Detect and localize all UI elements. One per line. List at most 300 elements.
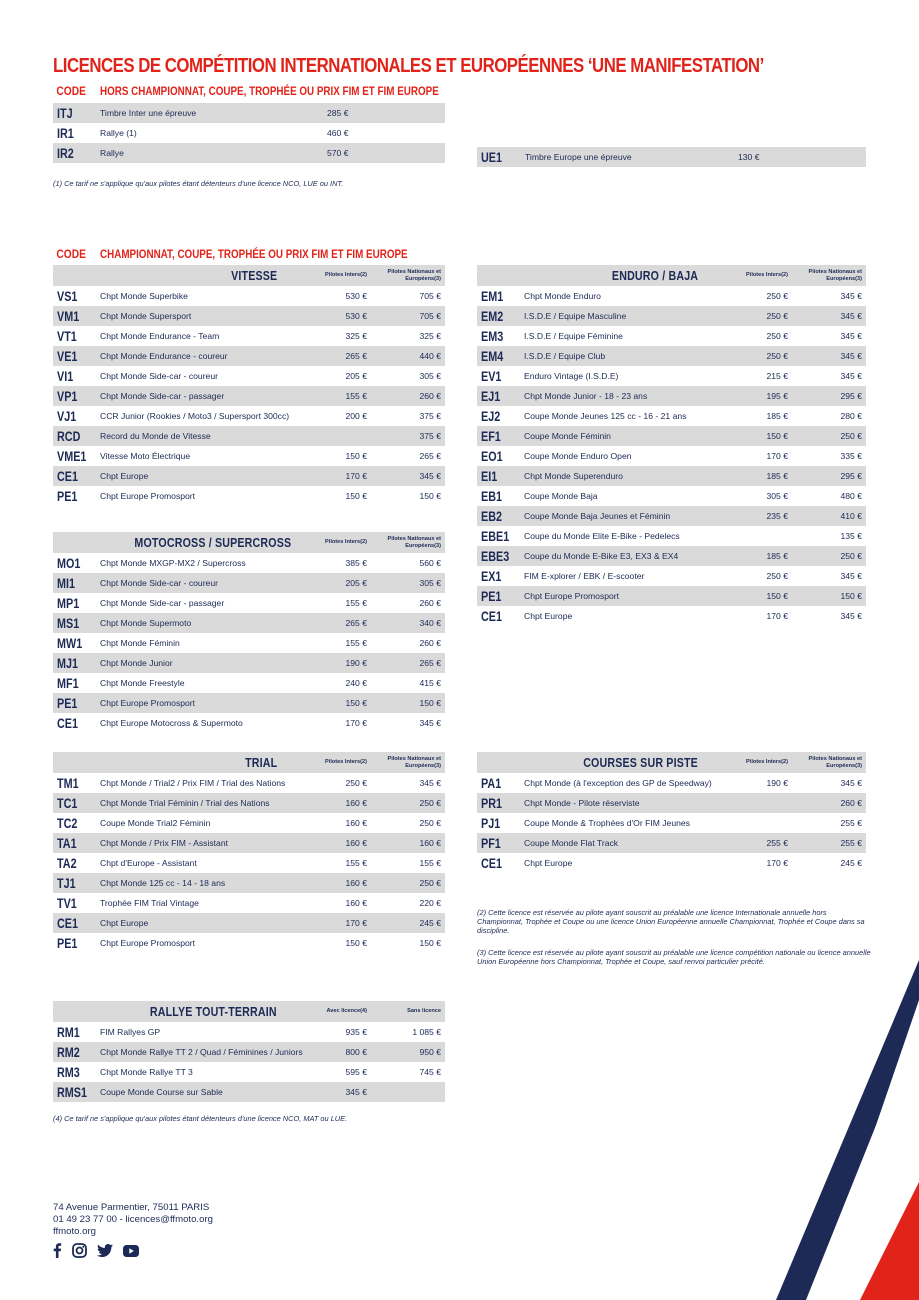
license-code: VI1 bbox=[57, 368, 74, 384]
price-inter: 215 € bbox=[766, 371, 788, 381]
license-code: IR1 bbox=[57, 125, 74, 141]
license-code: MJ1 bbox=[53, 653, 100, 673]
price-inter: 240 € bbox=[345, 678, 367, 688]
license-code: EBE1 bbox=[481, 528, 510, 544]
table-header bbox=[477, 265, 866, 286]
license-code: EM3 bbox=[481, 328, 504, 344]
license-label: Coupe du Monde E-Bike E3, EX3 & EX4 bbox=[524, 546, 726, 566]
table-row bbox=[53, 813, 445, 833]
license-code: EM1 bbox=[481, 288, 504, 304]
table-row bbox=[53, 446, 445, 466]
license-code: MW1 bbox=[57, 635, 83, 651]
price-national: 345 € bbox=[840, 611, 862, 621]
license-label: Enduro Vintage (I.S.D.E) bbox=[524, 371, 619, 381]
price-inter: 255 € bbox=[726, 833, 788, 853]
price-national: 260 € bbox=[788, 793, 866, 813]
license-label: Chpt Europe bbox=[524, 858, 573, 868]
license-label: Chpt Europe Promosport bbox=[100, 938, 196, 948]
price-national: 415 € bbox=[419, 678, 441, 688]
table-row bbox=[53, 103, 445, 123]
license-code: PJ1 bbox=[481, 815, 501, 831]
table-row bbox=[53, 913, 445, 933]
license-label: Coupe Monde Féminin bbox=[524, 426, 726, 446]
license-label: Coupe Monde Enduro Open bbox=[524, 451, 632, 461]
license-code: EM2 bbox=[477, 306, 524, 326]
license-code: EB2 bbox=[477, 506, 524, 526]
license-label: Chpt Monde Freestyle bbox=[100, 678, 185, 688]
table-row bbox=[53, 346, 445, 366]
rallye-table bbox=[53, 1001, 445, 1102]
price-inter: 150 € bbox=[345, 491, 367, 501]
price-inter: 150 € bbox=[726, 426, 788, 446]
category-title: RALLYE TOUT-TERRAIN bbox=[100, 1001, 305, 1022]
license-code: PE1 bbox=[477, 586, 524, 606]
col-header-2: Pilotes Nationaux et Européens(3) bbox=[367, 265, 445, 286]
price-inter: 160 € bbox=[345, 898, 367, 908]
license-code: MS1 bbox=[53, 613, 100, 633]
section1-header bbox=[53, 82, 513, 100]
col-header-2: Sans licence bbox=[367, 1001, 445, 1022]
vitesse-table bbox=[53, 265, 445, 506]
license-label: Coupe Monde Baja bbox=[524, 491, 598, 501]
price-inter: 190 € bbox=[766, 778, 788, 788]
license-code: EF1 bbox=[477, 426, 524, 446]
price-national: 345 € bbox=[419, 718, 441, 728]
table-row bbox=[53, 553, 445, 573]
price-national: 345 € bbox=[840, 778, 862, 788]
footer-address: 74 Avenue Parmentier, 75011 PARIS bbox=[53, 1202, 210, 1213]
license-code: TC1 bbox=[53, 793, 100, 813]
license-code: EJ2 bbox=[481, 408, 501, 424]
license-code: PR1 bbox=[477, 793, 524, 813]
price-national: 150 € bbox=[788, 586, 866, 606]
category-title: VITESSE bbox=[100, 265, 305, 286]
license-price: 130 € bbox=[738, 147, 866, 167]
table-row bbox=[477, 406, 866, 426]
license-label: I.S.D.E / Equipe Club bbox=[524, 346, 726, 366]
table-row bbox=[477, 813, 866, 833]
note-1: (1) Ce tarif ne s'applique qu'aux pilotes étant détenteurs d'une licence NCO, LUE ou INT. bbox=[53, 179, 344, 188]
col-header-2: Pilotes Nationaux et Européens(3) bbox=[788, 752, 866, 773]
category-title: ENDURO / BAJA bbox=[524, 265, 726, 286]
license-label: Coupe Monde & Trophées d'Or FIM Jeunes bbox=[524, 818, 690, 828]
price-national: 745 € bbox=[419, 1067, 441, 1077]
table-row bbox=[477, 606, 866, 626]
license-code: PF1 bbox=[477, 833, 524, 853]
section2-header bbox=[53, 245, 475, 263]
price-national: 375 € bbox=[367, 426, 445, 446]
price-national: 345 € bbox=[419, 778, 441, 788]
price-national: 150 € bbox=[367, 693, 445, 713]
license-label: Chpt Monde Rallye TT 3 bbox=[100, 1067, 193, 1077]
license-label: Record du Monde de Vitesse bbox=[100, 426, 305, 446]
license-label: Chpt Monde / Trial2 / Prix FIM / Trial des Nations bbox=[100, 778, 286, 788]
license-label: Chpt Monde Superenduro bbox=[524, 466, 726, 486]
table-row bbox=[477, 773, 866, 793]
license-code: EI1 bbox=[477, 466, 524, 486]
license-label: Chpt Europe Motocross & Supermoto bbox=[100, 718, 243, 728]
table-row bbox=[477, 306, 866, 326]
footer bbox=[53, 1202, 213, 1237]
price-national: 260 € bbox=[419, 598, 441, 608]
price-national: 255 € bbox=[840, 818, 862, 828]
price-national: 260 € bbox=[367, 386, 445, 406]
license-code: PE1 bbox=[57, 488, 78, 504]
price-national: 250 € bbox=[367, 793, 445, 813]
price-national: 705 € bbox=[367, 306, 445, 326]
table-row bbox=[477, 426, 866, 446]
table-row bbox=[53, 123, 445, 143]
license-label: Coupe du Monde Elite E-Bike - Pedelecs bbox=[524, 531, 680, 541]
price-inter: 195 € bbox=[726, 386, 788, 406]
price-national: 160 € bbox=[367, 833, 445, 853]
price-national: 265 € bbox=[367, 653, 445, 673]
price-inter bbox=[726, 813, 788, 833]
price-inter: 185 € bbox=[766, 411, 788, 421]
license-label: Chpt Monde 125 cc - 14 - 18 ans bbox=[100, 873, 305, 893]
license-label: Chpt Monde / Prix FIM - Assistant bbox=[100, 833, 305, 853]
section1-table bbox=[53, 103, 445, 163]
license-code: EB1 bbox=[481, 488, 503, 504]
license-label: CCR Junior (Rookies / Moto3 / Supersport 300cc) bbox=[100, 411, 290, 421]
license-code: RM3 bbox=[57, 1064, 80, 1080]
table-header bbox=[53, 1001, 445, 1022]
license-code: PE1 bbox=[53, 693, 100, 713]
table-row bbox=[53, 1082, 445, 1102]
price-inter: 155 € bbox=[345, 638, 367, 648]
price-national: 345 € bbox=[367, 466, 445, 486]
license-code: MF1 bbox=[57, 675, 79, 691]
license-label: Chpt Monde Trial Féminin / Trial des Nations bbox=[100, 793, 305, 813]
license-code: VT1 bbox=[57, 328, 77, 344]
trial-table bbox=[53, 752, 445, 953]
table-row bbox=[477, 446, 866, 466]
price-national: 305 € bbox=[367, 573, 445, 593]
table-row bbox=[477, 566, 866, 586]
price-inter bbox=[305, 426, 367, 446]
license-code: EM4 bbox=[477, 346, 524, 366]
price-inter: 185 € bbox=[726, 546, 788, 566]
license-code: CE1 bbox=[57, 715, 79, 731]
price-national: 335 € bbox=[840, 451, 862, 461]
section2-heading: CHAMPIONNAT, COUPE, TROPHÉE OU PRIX FIM ET FIM EUROPE bbox=[100, 247, 408, 261]
table-row bbox=[53, 833, 445, 853]
code-label: CODE bbox=[56, 247, 86, 261]
table-row bbox=[477, 286, 866, 306]
note-2: (2) Cette licence est réservée au pilote ayant souscrit au préalable une licence Internationale annuelle hors Championnat, Trophée et Coupe ou une licence Union Européenne annuelle Championnat, Trophée et Coupe dans sa discipline. bbox=[477, 908, 865, 935]
license-code: PE1 bbox=[57, 935, 78, 951]
price-inter: 150 € bbox=[305, 693, 367, 713]
price-inter: 190 € bbox=[305, 653, 367, 673]
table-row bbox=[477, 853, 866, 873]
price-inter: 250 € bbox=[766, 291, 788, 301]
license-label: Chpt Monde Enduro bbox=[524, 291, 601, 301]
price-national: 325 € bbox=[419, 331, 441, 341]
table-header bbox=[53, 532, 445, 553]
col-header-2: Pilotes Nationaux et Européens(3) bbox=[788, 265, 866, 286]
table-row bbox=[477, 366, 866, 386]
price-national: 295 € bbox=[788, 386, 866, 406]
price-inter bbox=[726, 793, 788, 813]
col-header-2: Pilotes Nationaux et Européens(3) bbox=[367, 532, 445, 553]
social-links bbox=[52, 1243, 139, 1258]
table-header bbox=[53, 752, 445, 773]
col-header-1: Pilotes Inters(2) bbox=[305, 752, 367, 773]
license-label: Chpt Monde - Pilote réserviste bbox=[524, 793, 726, 813]
price-inter: 185 € bbox=[726, 466, 788, 486]
price-inter: 250 € bbox=[766, 571, 788, 581]
enduro-table bbox=[477, 265, 866, 626]
license-label: Chpt Europe bbox=[100, 466, 305, 486]
license-code: TV1 bbox=[57, 895, 77, 911]
piste-table bbox=[477, 752, 866, 873]
price-inter: 305 € bbox=[766, 491, 788, 501]
license-code: CE1 bbox=[481, 608, 503, 624]
license-label: Timbre Europe une épreuve bbox=[525, 147, 738, 167]
price-inter: 150 € bbox=[345, 451, 367, 461]
page-title: LICENCES DE COMPÉTITION INTERNATIONALES ET EUROPÉENNES ‘UNE MANIFESTATION’ bbox=[53, 54, 764, 77]
table-row bbox=[53, 653, 445, 673]
license-label: Coupe Monde Trial2 Féminin bbox=[100, 818, 211, 828]
license-code: VJ1 bbox=[57, 408, 77, 424]
license-label: Chpt Europe Promosport bbox=[100, 491, 196, 501]
price-national: 305 € bbox=[419, 371, 441, 381]
table-row bbox=[477, 526, 866, 546]
license-code: MO1 bbox=[57, 555, 81, 571]
table-row bbox=[53, 773, 445, 793]
license-code: TC2 bbox=[57, 815, 78, 831]
price-inter: 160 € bbox=[305, 833, 367, 853]
price-inter: 385 € bbox=[345, 558, 367, 568]
license-label: Coupe Monde Baja Jeunes et Féminin bbox=[524, 506, 726, 526]
license-code: TJ1 bbox=[53, 873, 100, 893]
price-inter: 155 € bbox=[305, 386, 367, 406]
license-label: Coupe Monde Course sur Sable bbox=[100, 1082, 305, 1102]
table-row bbox=[477, 506, 866, 526]
license-label: Trophée FIM Trial Vintage bbox=[100, 898, 199, 908]
license-label: Chpt Monde Junior bbox=[100, 653, 305, 673]
table-row bbox=[53, 143, 445, 163]
code-label: CODE bbox=[56, 84, 86, 98]
license-code: RM1 bbox=[57, 1024, 80, 1040]
license-label: Chpt Monde Rallye TT 2 / Quad / Féminines / Juniors bbox=[100, 1042, 305, 1062]
table-row bbox=[53, 853, 445, 873]
license-price: 285 € bbox=[327, 103, 445, 123]
facebook-icon[interactable] bbox=[52, 1243, 62, 1258]
table-row bbox=[53, 693, 445, 713]
price-national: 150 € bbox=[419, 491, 441, 501]
price-national: 440 € bbox=[367, 346, 445, 366]
license-code: VM1 bbox=[53, 306, 100, 326]
license-price: 460 € bbox=[327, 128, 349, 138]
license-label: Rallye bbox=[100, 143, 327, 163]
license-label: Chpt Europe bbox=[100, 913, 305, 933]
license-label: Chpt Monde Supermoto bbox=[100, 613, 305, 633]
price-national: 345 € bbox=[788, 346, 866, 366]
table-row bbox=[53, 406, 445, 426]
table-row bbox=[53, 573, 445, 593]
license-code: MI1 bbox=[53, 573, 100, 593]
license-label: Chpt Monde Endurance - Team bbox=[100, 331, 220, 341]
twitter-icon[interactable] bbox=[97, 1244, 113, 1257]
table-row bbox=[53, 426, 445, 446]
col-header-1: Pilotes Inters(2) bbox=[726, 265, 788, 286]
price-inter: 155 € bbox=[345, 598, 367, 608]
license-price: 570 € bbox=[327, 143, 445, 163]
license-label: Timbre Inter une épreuve bbox=[100, 103, 327, 123]
price-national: 155 € bbox=[419, 858, 441, 868]
license-code: TA1 bbox=[53, 833, 100, 853]
table-row bbox=[53, 793, 445, 813]
license-code: TA2 bbox=[57, 855, 77, 871]
license-label: Chpt Monde Endurance - coureur bbox=[100, 346, 305, 366]
price-national: 340 € bbox=[367, 613, 445, 633]
price-inter: 170 € bbox=[305, 913, 367, 933]
price-inter: 595 € bbox=[345, 1067, 367, 1077]
table-header bbox=[53, 265, 445, 286]
price-inter: 160 € bbox=[305, 873, 367, 893]
category-title: MOTOCROSS / SUPERCROSS bbox=[100, 532, 305, 553]
price-national: 950 € bbox=[367, 1042, 445, 1062]
note-4: (4) Ce tarif ne s'applique qu'aux pilotes étant détenteurs d'une licence NCO, MAT ou LUE. bbox=[53, 1114, 348, 1123]
table-row bbox=[477, 546, 866, 566]
license-code: ITJ bbox=[53, 103, 100, 123]
license-label: I.S.D.E / Equipe Féminine bbox=[524, 331, 623, 341]
table-row bbox=[477, 386, 866, 406]
price-national: 255 € bbox=[788, 833, 866, 853]
table-row bbox=[53, 673, 445, 693]
price-inter: 250 € bbox=[726, 346, 788, 366]
price-inter: 200 € bbox=[345, 411, 367, 421]
license-label: FIM Rallyes GP bbox=[100, 1027, 161, 1037]
col-header-1: Pilotes Inters(2) bbox=[305, 532, 367, 553]
ue1-table bbox=[477, 147, 866, 167]
price-inter: 155 € bbox=[345, 858, 367, 868]
table-row bbox=[477, 346, 866, 366]
license-label: Chpt Monde Side-car - coureur bbox=[100, 573, 305, 593]
license-code: EO1 bbox=[481, 448, 503, 464]
price-national: 345 € bbox=[840, 291, 862, 301]
table-row bbox=[53, 613, 445, 633]
table-row bbox=[53, 486, 445, 506]
price-inter: 250 € bbox=[345, 778, 367, 788]
price-national bbox=[367, 1082, 445, 1102]
table-row bbox=[477, 486, 866, 506]
price-inter: 530 € bbox=[345, 291, 367, 301]
youtube-icon[interactable] bbox=[123, 1245, 139, 1257]
license-label: I.S.D.E / Equipe Masculine bbox=[524, 306, 726, 326]
license-code: VME1 bbox=[57, 448, 87, 464]
table-row bbox=[53, 1062, 445, 1082]
price-inter: 250 € bbox=[766, 331, 788, 341]
price-national: 250 € bbox=[367, 873, 445, 893]
license-code: CE1 bbox=[53, 466, 100, 486]
license-label: Chpt Monde Féminin bbox=[100, 638, 180, 648]
table-row bbox=[53, 933, 445, 953]
license-label: Chpt Monde Side-car - passager bbox=[100, 386, 305, 406]
license-code: TM1 bbox=[57, 775, 79, 791]
table-row bbox=[53, 873, 445, 893]
price-inter: 265 € bbox=[305, 613, 367, 633]
price-national: 1 085 € bbox=[412, 1027, 441, 1037]
price-inter: 170 € bbox=[305, 466, 367, 486]
price-national: 250 € bbox=[788, 426, 866, 446]
price-national: 250 € bbox=[788, 546, 866, 566]
price-inter: 170 € bbox=[766, 611, 788, 621]
license-code: RCD bbox=[53, 426, 100, 446]
license-label: Chpt Europe Promosport bbox=[100, 693, 305, 713]
table-row bbox=[53, 286, 445, 306]
instagram-icon[interactable] bbox=[72, 1243, 87, 1258]
price-national: 705 € bbox=[419, 291, 441, 301]
license-code: MP1 bbox=[57, 595, 80, 611]
price-national: 345 € bbox=[840, 331, 862, 341]
table-row bbox=[477, 147, 866, 167]
table-row bbox=[53, 593, 445, 613]
table-row bbox=[53, 1022, 445, 1042]
motocross-table bbox=[53, 532, 445, 733]
license-label: Chpt Europe bbox=[524, 611, 573, 621]
price-inter: 250 € bbox=[726, 306, 788, 326]
license-code: UE1 bbox=[477, 147, 525, 167]
price-national: 345 € bbox=[788, 306, 866, 326]
license-code: VS1 bbox=[57, 288, 78, 304]
license-label: Chpt Monde Junior - 18 - 23 ans bbox=[524, 386, 726, 406]
note-3: (3) Cette licence est réservée au pilote ayant souscrit au préalable une licence compétition nationale ou licence annuelle Union Européenne hors Championnat, Trophée et Coupe, sauf renvoi particulier précité. bbox=[477, 948, 871, 966]
price-inter: 530 € bbox=[305, 306, 367, 326]
table-row bbox=[53, 306, 445, 326]
license-label: Chpt Monde Side-car - coureur bbox=[100, 371, 218, 381]
table-row bbox=[477, 326, 866, 346]
license-label: Chpt Monde (à l'exception des GP de Speedway) bbox=[524, 778, 712, 788]
license-code: VE1 bbox=[53, 346, 100, 366]
price-inter: 170 € bbox=[766, 858, 788, 868]
price-national: 295 € bbox=[788, 466, 866, 486]
license-code: RMS1 bbox=[53, 1082, 100, 1102]
footer-site: ffmoto.org bbox=[53, 1225, 97, 1237]
table-row bbox=[53, 466, 445, 486]
price-national: 260 € bbox=[419, 638, 441, 648]
price-national: 150 € bbox=[419, 938, 441, 948]
license-code: RM2 bbox=[53, 1042, 100, 1062]
price-inter: 265 € bbox=[305, 346, 367, 366]
col-header-1: Pilotes Inters(2) bbox=[726, 752, 788, 773]
price-inter: 170 € bbox=[766, 451, 788, 461]
table-header bbox=[477, 752, 866, 773]
price-inter: 150 € bbox=[345, 938, 367, 948]
price-national: 375 € bbox=[419, 411, 441, 421]
category-title: TRIAL bbox=[100, 752, 305, 773]
price-inter: 800 € bbox=[305, 1042, 367, 1062]
license-label: Vitesse Moto Électrique bbox=[100, 451, 191, 461]
table-row bbox=[53, 713, 445, 733]
table-row bbox=[53, 633, 445, 653]
license-label: Chpt Monde MXGP-MX2 / Supercross bbox=[100, 558, 246, 568]
price-inter: 160 € bbox=[305, 793, 367, 813]
table-row bbox=[53, 386, 445, 406]
price-national: 265 € bbox=[419, 451, 441, 461]
table-row bbox=[53, 366, 445, 386]
license-code: CE1 bbox=[53, 913, 100, 933]
price-inter: 170 € bbox=[345, 718, 367, 728]
footer-contact: 01 49 23 77 00 - licences@ffmoto.org bbox=[53, 1213, 213, 1225]
license-code: IR2 bbox=[53, 143, 100, 163]
decorative-stripes bbox=[760, 960, 919, 1300]
license-code: CE1 bbox=[481, 855, 503, 871]
license-label: Coupe Monde Jeunes 125 cc - 16 - 21 ans bbox=[524, 411, 687, 421]
table-row bbox=[477, 793, 866, 813]
col-header-1: Pilotes Inters(2) bbox=[305, 265, 367, 286]
